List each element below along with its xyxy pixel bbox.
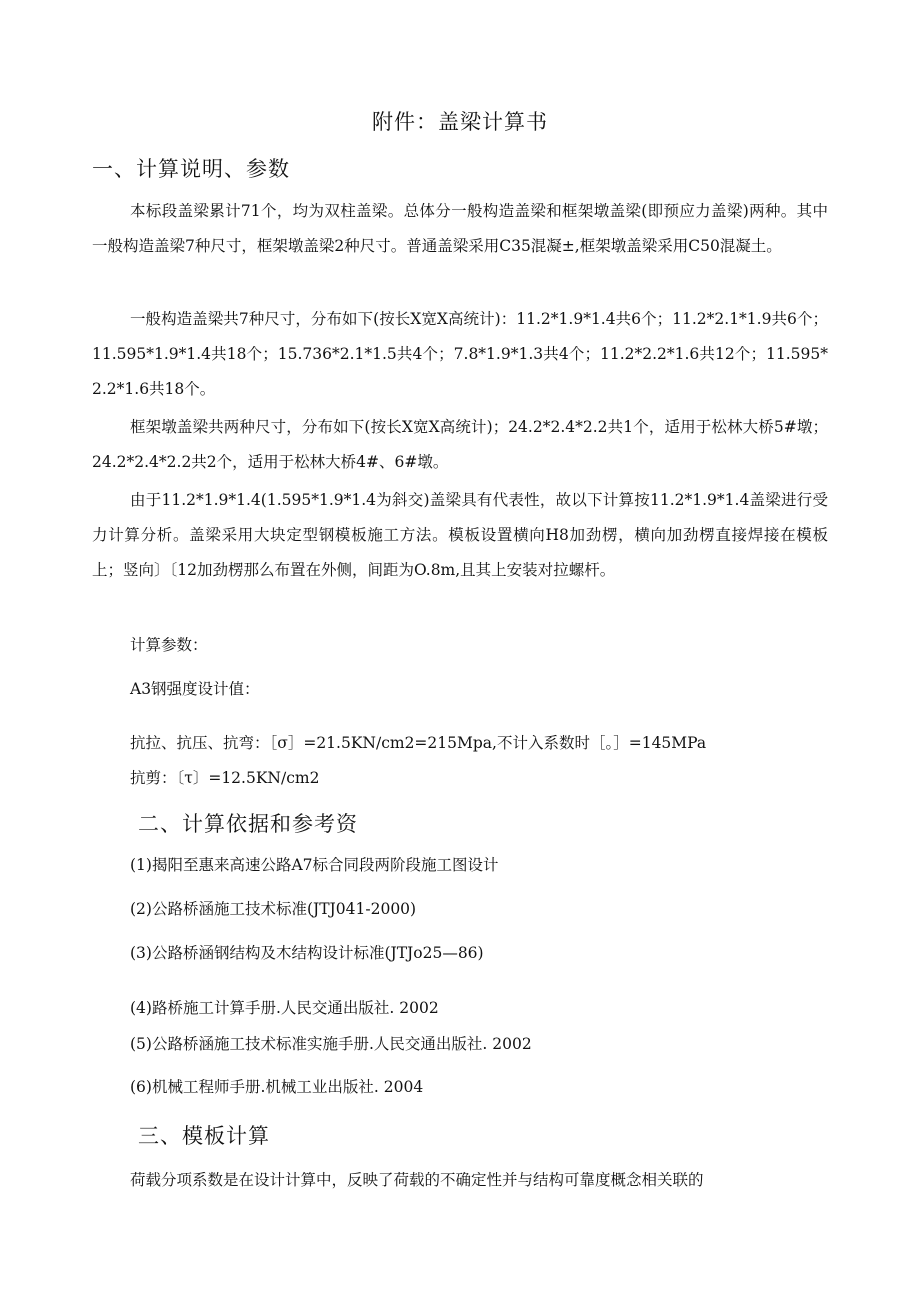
- reference-item: (1)揭阳至惠来高速公路A7标合同段两阶段施工图设计: [130, 856, 499, 874]
- reference-item: (2)公路桥涵施工技术标准(JTJ041-2000): [130, 900, 417, 918]
- section-heading-3: 三、模板计算: [138, 1124, 270, 1148]
- paragraph-frame-pier-sizes: 框架墩盖梁共两种尺寸，分布如下(按长X宽X高统计)；24.2*2.4*2.2共1个，适用于松林大桥5#墩；24.2*2.4*2.2共2个，适用于松林大桥4#、6#墩。: [92, 418, 828, 471]
- paragraph-general-sizes: 一般构造盖梁共7种尺寸，分布如下(按长X宽X高统计)：11.2*1.9*1.4共6个；11.2*2.1*1.9共6个；11.595*1.9*1.4共18个；15.736*2.1*1.5共4个；7.8*1.9*1.3共4个；11.2*2.2*1.6共12个；11.595*2.2*1.6共18个。: [92, 310, 828, 398]
- reference-item: (5)公路桥涵施工技术标准实施手册.人民交通出版社. 2002: [130, 1035, 532, 1053]
- reference-item: (4)路桥施工计算手册.人民交通出版社. 2002: [130, 999, 439, 1017]
- section-heading-1: 一、计算说明、参数: [92, 157, 290, 181]
- tension-strength-line: 抗拉、抗压、抗弯：［σ］=21.5KN∕cm2=215Mpa,不计入系数时［。］=145MPa: [130, 734, 707, 752]
- paragraph-overview: 本标段盖梁累计71个，均为双柱盖梁。总体分一般构造盖梁和框架墩盖梁(即预应力盖梁)两种。其中一般构造盖梁7种尺寸，框架墩盖梁2种尺寸。普通盖梁采用C35混凝±,框架墩盖梁采用C50混凝土。: [92, 202, 828, 255]
- reference-item: (3)公路桥涵钢结构及木结构设计标准(JTJo25—86): [130, 944, 484, 962]
- paragraph-analysis-basis: 由于11.2*1.9*1.4(1.595*1.9*1.4为斜交)盖梁具有代表性，故以下计算按11.2*1.9*1.4盖梁进行受力计算分析。盖梁采用大块定型钢模板施工方法。模板设置横向H8加劲楞，横向加劲楞直接焊接在模板上；竖向〕〔12加劲楞那么布置在外侧，间距为O.8m,且其上安装对拉螺杆。: [92, 491, 828, 579]
- paragraph-load-factors: 荷载分项系数是在设计计算中，反映了荷载的不确定性并与结构可靠度概念相关联的: [130, 1171, 704, 1189]
- section-heading-2: 二、计算依据和参考资: [138, 812, 358, 836]
- reference-item: (6)机械工程师手册.机械工业出版社. 2004: [130, 1078, 424, 1096]
- document-title: 附件：盖梁计算书: [372, 110, 548, 134]
- params-label: 计算参数：: [130, 636, 208, 654]
- shear-strength-line: 抗剪：〔τ〕=12.5KN∕cm2: [130, 769, 320, 787]
- steel-strength-label: A3钢强度设计值：: [130, 680, 260, 698]
